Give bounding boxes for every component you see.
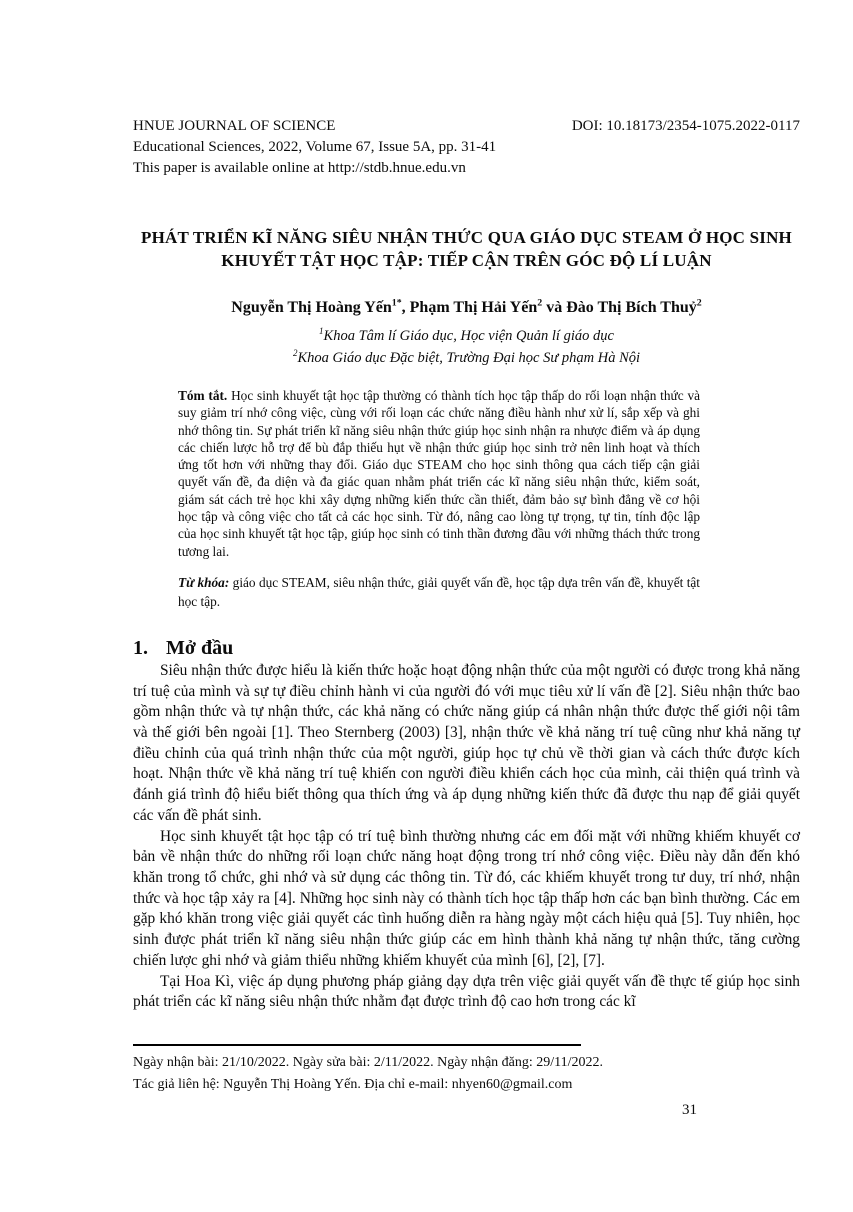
affiliation-2 [133, 348, 800, 370]
section-1-number: 1. [133, 636, 148, 659]
page-content [133, 116, 800, 1013]
author-separator-1: , [401, 299, 410, 316]
author-2: Phạm Thị Hải Yến [409, 299, 538, 316]
section-1-heading [133, 635, 800, 661]
footnote-dates: Ngày nhận bài: 21/10/2022. Ngày sửa bài: 2/11/2022. Ngày nhận đăng: 29/11/2022. [133, 1055, 604, 1070]
author-separator-2: và [542, 299, 567, 316]
paragraph-1: Siêu nhận thức được hiểu là kiến thức hoặc hoạt động nhận thức của một người có được trong khả năng trí tuệ của mình và sự tự điều chỉnh hành vi của người đó với mục tiêu xử lí vấn đề [2]. Siêu nhận thức bao gồm nhận thức và tự nhận thức, các khả năng có chức năng giúp cá nhân nhận thức được thế giới nội tâm và thế giới bên ngoài [1]. Theo Sternberg (2003) [3], nhận thức về khả năng trí tuệ cũng như khả năng tự điều chỉnh của quá trình nhận thức của một người, giúp học tự chủ về thời gian và cách thức được kích hoạt. Nhận thức về khả năng trí tuệ khiến con người điều khiển cách học của mình, cải thiện quá trình và đánh giá trình độ hiểu biết thông qua thích ứng và áp dụng những kiến thức đã được thu nạp để giải quyết các vấn đề phát sinh. [133, 661, 800, 824]
section-1-title: Mở đầu [166, 636, 234, 659]
journal-header [133, 116, 800, 179]
paragraph-2: Học sinh khuyết tật học tập có trí tuệ bình thường nhưng các em đối mặt với những khiếm khuyết cơ bản về nhận thức do những rối loạn chức năng hoạt động trong trí nhớ công việc. Điều này dẫn đến khó khăn trong tổ chức, ghi nhớ và sử dụng các thông tin. Từ đó, các khiếm khuyết trong tư duy, trí nhớ, nhận thức và học tập xảy ra [4]. Những học sinh này có thành tích học tập thấp hơn các bạn bình thường. Các em gặp khó khăn trong việc giải quyết các tình huống diễn ra hàng ngày một cách hiệu quả [5]. Tuy nhiên, học sinh được phát triển kĩ năng siêu nhận thức giúp các em hình thành khả năng tự nhận thức, tăng cường chiến lược ghi nhớ và giảm thiểu những khiếm khuyết của mình [6], [2], [7]. [133, 827, 800, 969]
abstract-label: Tóm tắt. [178, 388, 228, 403]
paragraph-3: Tại Hoa Kì, việc áp dụng phương pháp giảng dạy dựa trên việc giải quyết vấn đề thực tế giúp học sinh phát triển các kĩ năng siêu nhận thức nhằm đạt được trình độ cao hơn trong các kĩ [133, 972, 800, 1011]
journal-name: HNUE JOURNAL OF SCIENCE [133, 118, 336, 134]
abstract-text: Học sinh khuyết tật học tập thường có thành tích học tập thấp do rối loạn nhận thức và suy giảm trí nhớ công việc, cùng với rối loạn các chức năng điều hành như xử lí, sắp xếp và ghi nhớ thông tin. Sự phát triển kĩ năng siêu nhận thức giúp học sinh nhận ra nhược điểm và áp dụng các chiến lược hỗ trợ để bù đắp thiếu hụt về nhận thức giúp học sinh trở nên linh hoạt và thích ứng tốt hơn với những thay đổi. Giáo dục STEAM cho học sinh thông qua cách tiếp cận giải quyết vấn đề, đa diện và đa giác quan nhằm phát triển các kĩ năng siêu nhận thức, kiểm soát, giám sát cách trẻ học khi xây dựng những kiến thức cần thiết, đảm bảo sự bình đẳng về cơ hội học tập và công việc cho tất cả các học sinh. Từ đó, nâng cao lòng tự trọng, tự tin, tính độc lập của học sinh khuyết tật học tập, giúp học sinh có tinh thần đương đầu với những thách thức trong tương lai. [178, 388, 700, 559]
affiliation-2-text: Khoa Giáo dục Đặc biệt, Trường Đại học Sư phạm Hà Nội [297, 349, 641, 366]
issue-line: Educational Sciences, 2022, Volume 67, Issue 5A, pp. 31-41 [133, 139, 497, 155]
availability-line: This paper is available online at http://stdb.hnue.edu.vn [133, 160, 466, 176]
footnote-divider [133, 1044, 581, 1046]
authors-line [133, 298, 800, 318]
paper-title: PHÁT TRIỂN KĨ NĂNG SIÊU NHẬN THỨC QUA GIÁO DỤC STEAM Ở HỌC SINH KHUYẾT TẬT HỌC TẬP: TIẾP CẬN TRÊN GÓC ĐỘ LÍ LUẬN [141, 228, 792, 270]
author-1: Nguyễn Thị Hoàng Yến [231, 299, 392, 316]
author-3: Đào Thị Bích Thuỷ [566, 299, 697, 316]
journal-header-row [133, 116, 800, 137]
keywords [178, 561, 700, 612]
keywords-label: Từ khóa: [178, 574, 230, 590]
affiliation-1-superscript: 1 [319, 326, 324, 337]
abstract [178, 387, 700, 560]
affiliation-1-text: Khoa Tâm lí Giáo dục, Học viện Quản lí giáo dục [323, 328, 614, 344]
affiliations [133, 326, 800, 369]
author-3-superscript: 2 [696, 297, 702, 309]
author-2-superscript: 2 [537, 297, 543, 309]
page-number: 31 [682, 1102, 697, 1118]
author-1-superscript: 1* [391, 297, 402, 309]
doi-text: DOI: 10.18173/2354-1075.2022-0117 [571, 118, 800, 134]
footnote-contact: Tác giả liên hệ: Nguyễn Thị Hoàng Yến. Địa chỉ e-mail: nhyen60@gmail.com [133, 1076, 573, 1092]
affiliation-1 [133, 326, 800, 348]
footnote-block [133, 1044, 800, 1095]
affiliation-2-superscript: 2 [292, 347, 298, 358]
keywords-text: giáo dục STEAM, siêu nhận thức, giải quyết vấn đề, học tập dựa trên vấn đề, khuyết tật học tập. [178, 574, 700, 610]
